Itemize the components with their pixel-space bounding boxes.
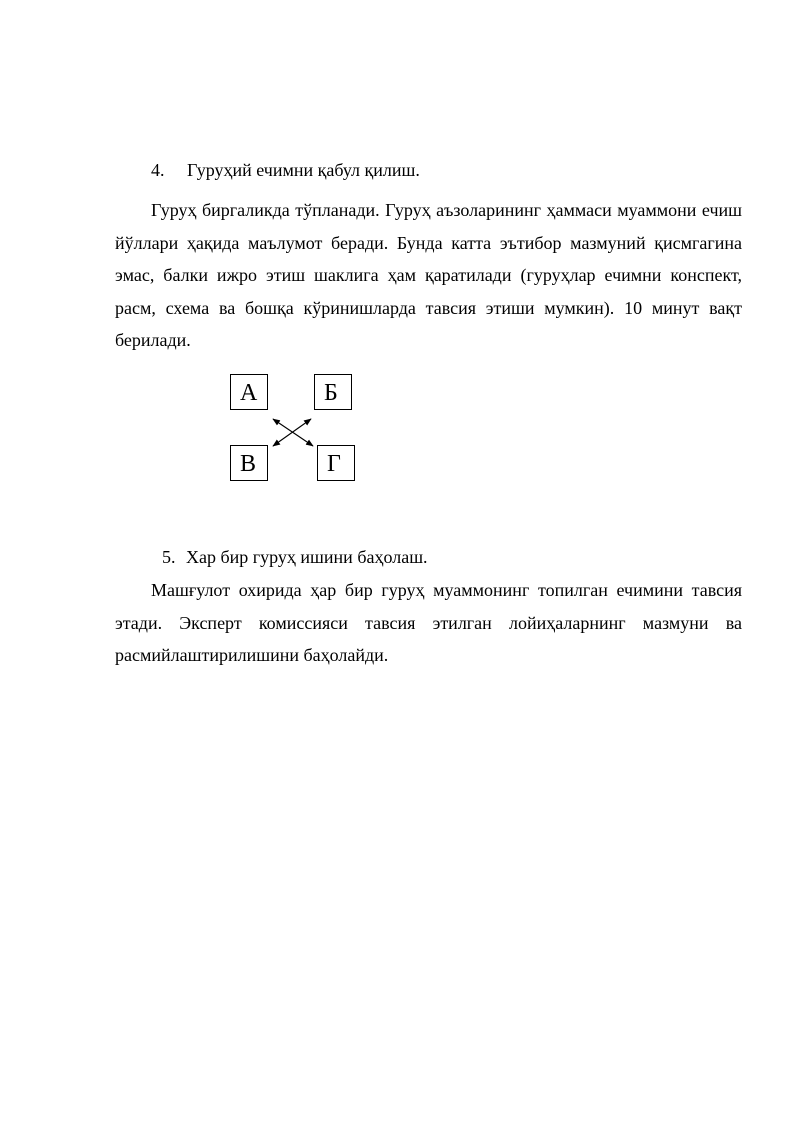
box-g [317,445,355,481]
section-5-paragraph: Машғулот охирида ҳар бир гуруҳ муаммонинг топилган ечимини тавсия этади. Эксперт комиссияси тавсия этилган лойиҳаларнинг мазмуни ва расмийлаштирилишини баҳолайди. [115,580,742,665]
box-b-label: Б [324,380,338,406]
box-a [230,374,268,410]
section-4-paragraph: Гуруҳ биргаликда тўпланади. Гуруҳ аъзоларининг ҳаммаси муаммони ечиш йўллари ҳақида маълумот беради. Бунда катта эътибор мазмуний қисмгагина эмас, балки ижро этиш шаклига ҳам қаратилади (гуруҳлар ечимни конспект, расм, схема ва бошқа кўринишларда тавсия этиши мумкин). 10 минут вақт берилади. [115,200,742,350]
box-g-label: Г [327,451,341,477]
box-a-label: А [240,380,258,406]
section-4-heading [151,158,420,182]
section-4-number: 4. [151,160,165,180]
box-v-label: В [240,451,257,477]
section-4-title: Гуруҳий ечимни қабул қилиш. [187,160,420,180]
box-b [314,374,352,410]
group-exchange-diagram [220,364,370,489]
section-5-title: Хар бир гуруҳ ишини баҳолаш. [186,547,428,567]
section-5-number: 5. [162,547,176,567]
section-5-heading [162,545,428,569]
box-v [230,445,268,481]
